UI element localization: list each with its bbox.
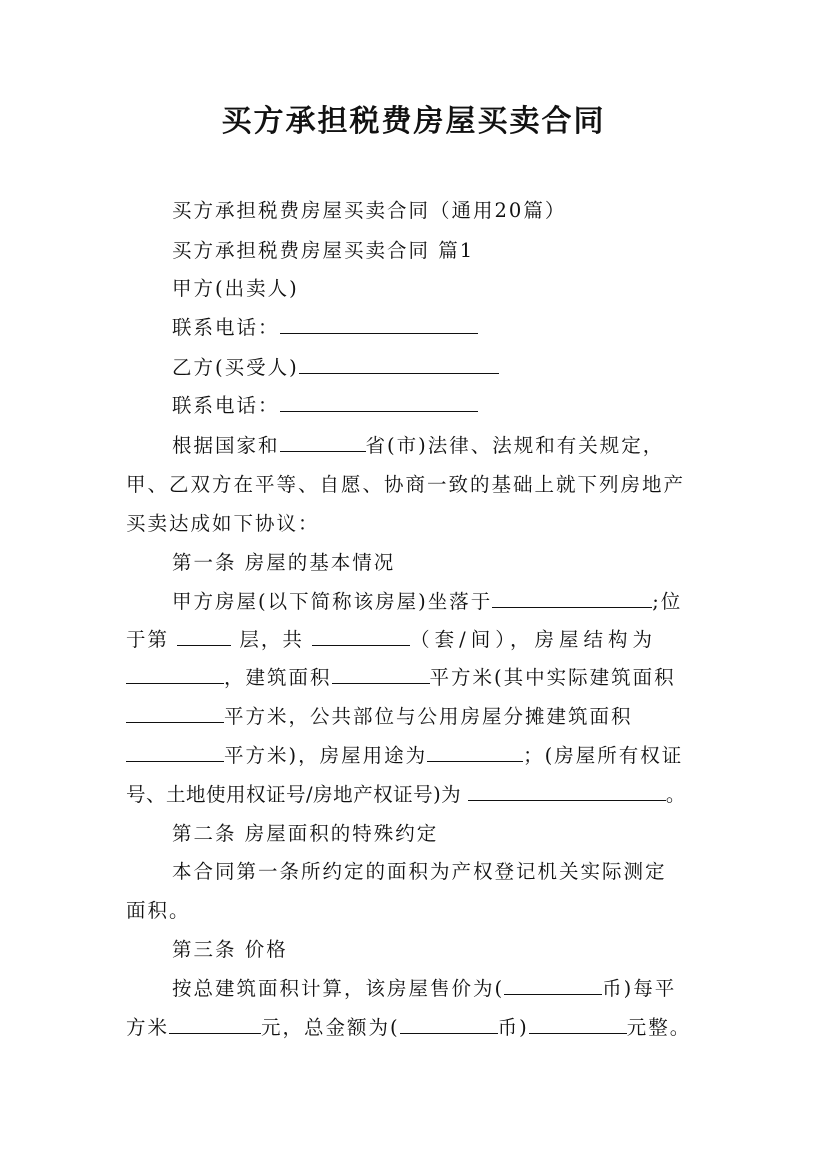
article-1-line-3 [126,659,716,696]
unit-count-blank [312,621,410,646]
area-blank [332,659,430,684]
actual-area-blank [126,698,224,723]
party-b-line [172,349,717,386]
body-text: 。 [665,783,686,806]
phone-label: 联系电话： [172,316,280,339]
article-1-line-6 [126,776,716,813]
intro-line-1 [172,427,717,464]
structure-blank [126,659,224,684]
body-text: 于第 [126,628,170,651]
body-text: 平方米(其中实际建筑面积 [429,666,676,689]
article-2-title: 第二条 房屋面积的特殊约定 [172,822,439,845]
shared-area-blank [126,737,224,762]
body-text: 币) [497,1016,529,1039]
body-text: 号、土地使用权证号/房地产权证号)为 [126,783,468,806]
article-2-line-2: 面积。 [126,899,191,922]
article-1-title: 第一条 房屋的基本情况 [172,551,396,574]
intro-text: 根据国家和 [172,434,280,457]
body-text: （套/间），房屋结构为 [410,628,657,651]
body-text: ；(房屋所有权证 [523,744,684,767]
intro-line-3: 买卖达成如下协议： [126,512,320,535]
article-1-line-4 [126,698,716,735]
currency-blank [504,970,602,995]
document-title: 买方承担税费房屋买卖合同 [221,104,606,139]
article-2-line-1: 本合同第一条所约定的面积为产权登记机关实际测定 [172,860,667,883]
province-blank [280,427,366,452]
article-1-line-2 [126,621,716,658]
section-heading: 买方承担税费房屋买卖合同 篇1 [172,239,475,262]
body-text: 层，共 [239,628,304,651]
body-text: ;位 [652,590,683,613]
party-a-label: 甲方(出卖人) [172,277,299,300]
body-text: 按总建筑面积计算，该房屋售价为( [172,977,505,1000]
body-text: 甲方房屋(以下简称该房屋)坐落于 [172,590,493,613]
phone-label: 联系电话： [172,394,280,417]
body-text: 平方米，公共部位与公用房屋分摊建筑面积 [224,705,633,728]
certificate-blank [468,776,666,801]
article-3-line-2 [126,1009,716,1046]
intro-text: 省(市)法律、法规和有关规定， [365,434,665,457]
phone-a-blank [280,309,478,334]
party-b-blank [299,349,499,374]
total-currency-blank [400,1009,498,1034]
party-b-phone-line [172,387,717,424]
location-blank [492,583,652,608]
body-text: 币)每平 [602,977,677,1000]
article-3-line-1 [172,970,717,1007]
body-text: 元，总金额为( [261,1016,400,1039]
article-3-title: 第三条 价格 [172,938,288,961]
usage-blank [427,737,523,762]
party-b-label: 乙方(买受人) [172,356,299,379]
floor-blank [177,621,231,646]
body-text: 平方米)，房屋用途为 [224,744,428,767]
total-amount-blank [529,1009,627,1034]
body-text: ，建筑面积 [224,666,332,689]
body-text: 元整。 [626,1016,692,1039]
article-1-line-5 [126,737,716,774]
article-1-line-1 [172,583,717,620]
unit-price-blank [169,1009,261,1034]
subtitle: 买方承担税费房屋买卖合同（通用20篇） [172,199,567,222]
intro-line-2: 甲、乙双方在平等、自愿、协商一致的基础上就下列房地产 [126,473,686,496]
body-text: 方米 [126,1016,170,1039]
party-a-phone-line [172,309,717,346]
phone-b-blank [280,387,478,412]
